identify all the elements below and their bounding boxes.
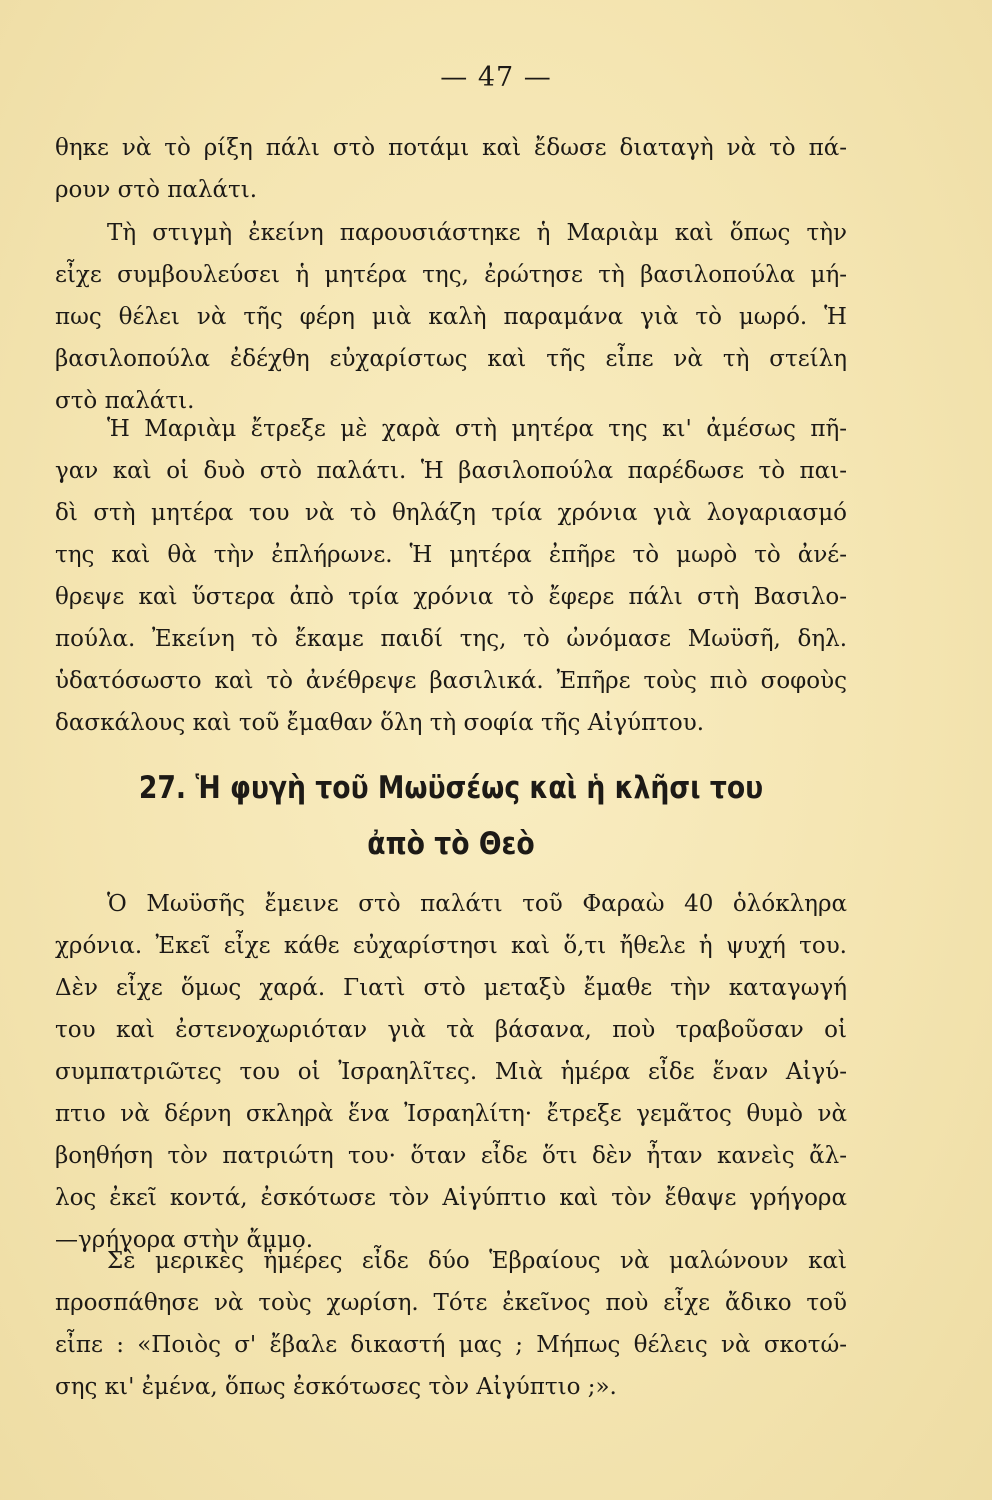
paragraph — [55, 408, 847, 744]
section-heading — [110, 760, 791, 872]
text-line: Ὁ Μωϋσῆς ἔμεινε στὸ παλάτι τοῦ Φαραὼ 40 ὁλόκληρα — [107, 891, 847, 917]
text-line: θηκε νὰ τὸ ρίξη πάλι στὸ ποτάμι καὶ ἔδωσε διαταγὴ νὰ τὸ πά- — [55, 135, 847, 161]
text-line: θρεψε καὶ ὕστερα ἀπὸ τρία χρόνια τὸ ἔφερε πάλι στὴ Βασιλο- — [55, 584, 847, 610]
text-line: του καὶ ἐστενοχωριόταν γιὰ τὰ βάσανα, ποὺ τραβοῦσαν οἱ — [55, 1017, 847, 1043]
paragraph — [55, 883, 847, 1261]
text-line: πούλα. Ἐκείνη τὸ ἔκαμε παιδί της, τὸ ὠνόμασε Μωϋσῆ, δηλ. — [55, 626, 847, 652]
text-line: γαν καὶ οἱ δυὸ στὸ παλάτι. Ἡ βασιλοπούλα παρέδωσε τὸ παι- — [55, 458, 847, 484]
text-line: χρόνια. Ἐκεῖ εἶχε κάθε εὐχαρίστησι καὶ ὅ,τι ἤθελε ἡ ψυχή του. — [55, 933, 847, 959]
text-line: Σὲ μερικὲς ἡμέρες εἶδε δύο Ἑβραίους νὰ μαλώνουν καὶ — [107, 1248, 847, 1274]
text-line: ὑδατόσωστο καὶ τὸ ἀνέθρεψε βασιλικά. Ἐπῆρε τοὺς πιὸ σοφοὺς — [55, 668, 847, 694]
paragraph-continuation — [55, 127, 847, 211]
paragraph — [55, 212, 847, 422]
paragraph — [55, 1240, 847, 1408]
text-line: ρουν στὸ παλάτι. — [55, 177, 258, 203]
text-line: Δὲν εἶχε ὅμως χαρά. Γιατὶ στὸ μεταξὺ ἔμαθε τὴν καταγωγή — [55, 975, 847, 1001]
text-line: βασιλοπούλα ἐδέχθη εὐχαρίστως καὶ τῆς εἶπε νὰ τὴ στείλη — [55, 346, 847, 372]
text-line: δασκάλους καὶ τοῦ ἔμαθαν ὅλη τὴ σοφία τῆς Αἰγύπτου. — [55, 710, 705, 736]
section-heading-line: 27. Ἡ φυγὴ τοῦ Μωϋσέως καὶ ἡ κλῆσι του — [138, 770, 764, 806]
section-heading-line: ἀπὸ τὸ Θεὸ — [367, 826, 535, 862]
text-line: βοηθήση τὸν πατριώτη του· ὅταν εἶδε ὅτι δὲν ἦταν κανεὶς ἄλ- — [55, 1143, 847, 1169]
text-line: εἶπε : «Ποιὸς σ' ἔβαλε δικαστή μας ; Μήπως θέλεις νὰ σκοτώ- — [55, 1332, 847, 1358]
text-line: εἶχε συμβουλεύσει ἡ μητέρα της, ἐρώτησε τὴ βασιλοπούλα μή- — [55, 262, 847, 288]
text-line: σης κι' ἐμένα, ὅπως ἐσκότωσες τὸν Αἰγύπτιο ;». — [55, 1374, 617, 1400]
text-line: Τὴ στιγμὴ ἐκείνη παρουσιάστηκε ἡ Μαριὰμ καὶ ὅπως τὴν — [107, 220, 847, 246]
text-line: πτιο νὰ δέρνη σκληρὰ ἕνα Ἰσραηλίτη· ἔτρεξε γεμᾶτος θυμὸ νὰ — [55, 1101, 847, 1127]
text-line: στὸ παλάτι. — [55, 388, 195, 414]
text-line: προσπάθησε νὰ τοὺς χωρίση. Τότε ἐκεῖνος ποὺ εἶχε ἄδικο τοῦ — [55, 1290, 847, 1316]
text-line: δὶ στὴ μητέρα του νὰ τὸ θηλάζη τρία χρόνια γιὰ λογαριασμό — [55, 500, 847, 526]
text-line: πως θέλει νὰ τῆς φέρη μιὰ καλὴ παραμάνα γιὰ τὸ μωρό. Ἡ — [55, 304, 847, 330]
text-line: λος ἐκεῖ κοντά, ἐσκότωσε τὸν Αἰγύπτιο καὶ τὸν ἔθαψε γρήγορα — [55, 1185, 847, 1211]
text-line: της καὶ θὰ τὴν ἐπλήρωνε. Ἡ μητέρα ἐπῆρε τὸ μωρὸ τὸ ἀνέ- — [55, 542, 847, 568]
text-line: —γρήγορα στὴν ἄμμο. — [55, 1227, 314, 1253]
page-number: — 47 — — [440, 62, 552, 93]
text-line: Ἡ Μαριὰμ ἔτρεξε μὲ χαρὰ στὴ μητέρα της κι' ἀμέσως πῆ- — [107, 416, 847, 442]
text-line: συμπατριῶτες του οἱ Ἰσραηλῖτες. Μιὰ ἡμέρα εἶδε ἕναν Αἰγύ- — [55, 1059, 847, 1085]
